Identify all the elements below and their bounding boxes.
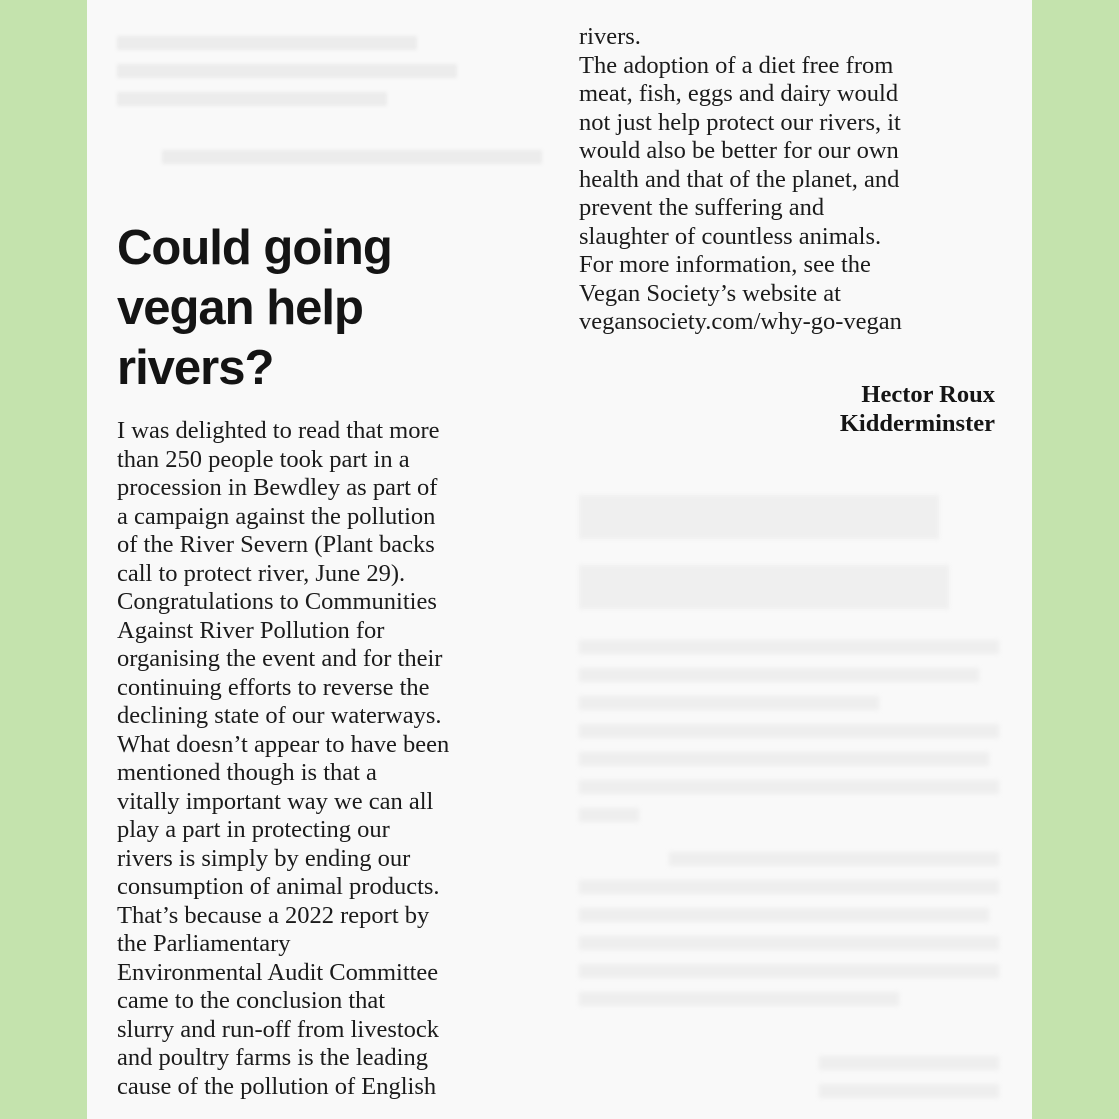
body-line: play a part in protecting our xyxy=(117,816,390,843)
body-line: For more information, see the xyxy=(579,251,871,278)
body-line: mentioned though is that a xyxy=(117,759,377,786)
show-through-headline xyxy=(579,495,1019,609)
body-line: not just help protect our rivers, it xyxy=(579,108,901,136)
body-line: cause of the pollution of English xyxy=(117,1072,437,1100)
body-line: declining state of our waterways. xyxy=(117,702,442,729)
body-line: call to protect river, June 29). xyxy=(117,559,406,587)
body-line: consumption of animal products. xyxy=(117,873,440,900)
body-line: Environmental Audit Committee xyxy=(117,958,439,986)
headline-line: vegan help xyxy=(117,281,363,335)
signature-name: Hector Roux xyxy=(861,381,995,408)
body-line: What doesn’t appear to have been xyxy=(117,730,450,758)
letter-body-right xyxy=(579,23,902,337)
body-line: vitally important way we can all xyxy=(117,787,434,815)
body-line: meat, fish, eggs and dairy would xyxy=(579,80,899,107)
body-line: prevent the suffering and xyxy=(579,194,825,221)
body-line: I was delighted to read that more xyxy=(117,417,440,444)
body-line: That’s because a 2022 report by xyxy=(117,901,430,929)
body-line: rivers. xyxy=(579,23,641,50)
body-line: vegansociety.com/why-go-vegan xyxy=(579,308,902,335)
body-line: would also be better for our own xyxy=(579,137,899,164)
body-line: Congratulations to Communities xyxy=(117,588,437,615)
body-line: rivers is simply by ending our xyxy=(117,844,411,872)
body-line: Vegan Society’s website at xyxy=(579,279,841,307)
body-line: came to the conclusion that xyxy=(117,987,386,1014)
headline-line: Could going xyxy=(117,221,392,275)
signature-place: Kidderminster xyxy=(839,410,995,437)
body-line: slurry and run-off from livestock xyxy=(117,1015,440,1043)
show-through-text xyxy=(162,140,542,164)
body-line: and poultry farms is the leading xyxy=(117,1044,428,1071)
letter-signature xyxy=(840,380,995,438)
body-line: a campaign against the pollution xyxy=(117,502,436,530)
body-line: The adoption of a diet free from xyxy=(579,51,894,79)
letter-body-left xyxy=(117,417,449,1101)
body-line: than 250 people took part in a xyxy=(117,445,410,473)
body-line: of the River Severn (Plant backs xyxy=(117,531,435,558)
body-line: the Parliamentary xyxy=(117,930,291,957)
body-line: continuing efforts to reverse the xyxy=(117,673,430,701)
body-line: health and that of the planet, and xyxy=(579,165,900,193)
body-line: procession in Bewdley as part of xyxy=(117,474,438,501)
body-line: Against River Pollution for xyxy=(117,616,385,644)
show-through-text xyxy=(117,22,457,106)
show-through-text xyxy=(579,640,1019,1098)
headline-line: rivers? xyxy=(117,341,274,395)
body-line: organising the event and for their xyxy=(117,645,443,672)
body-line: slaughter of countless animals. xyxy=(579,222,882,250)
newspaper-clipping xyxy=(87,0,1032,1119)
letter-headline xyxy=(117,218,537,398)
